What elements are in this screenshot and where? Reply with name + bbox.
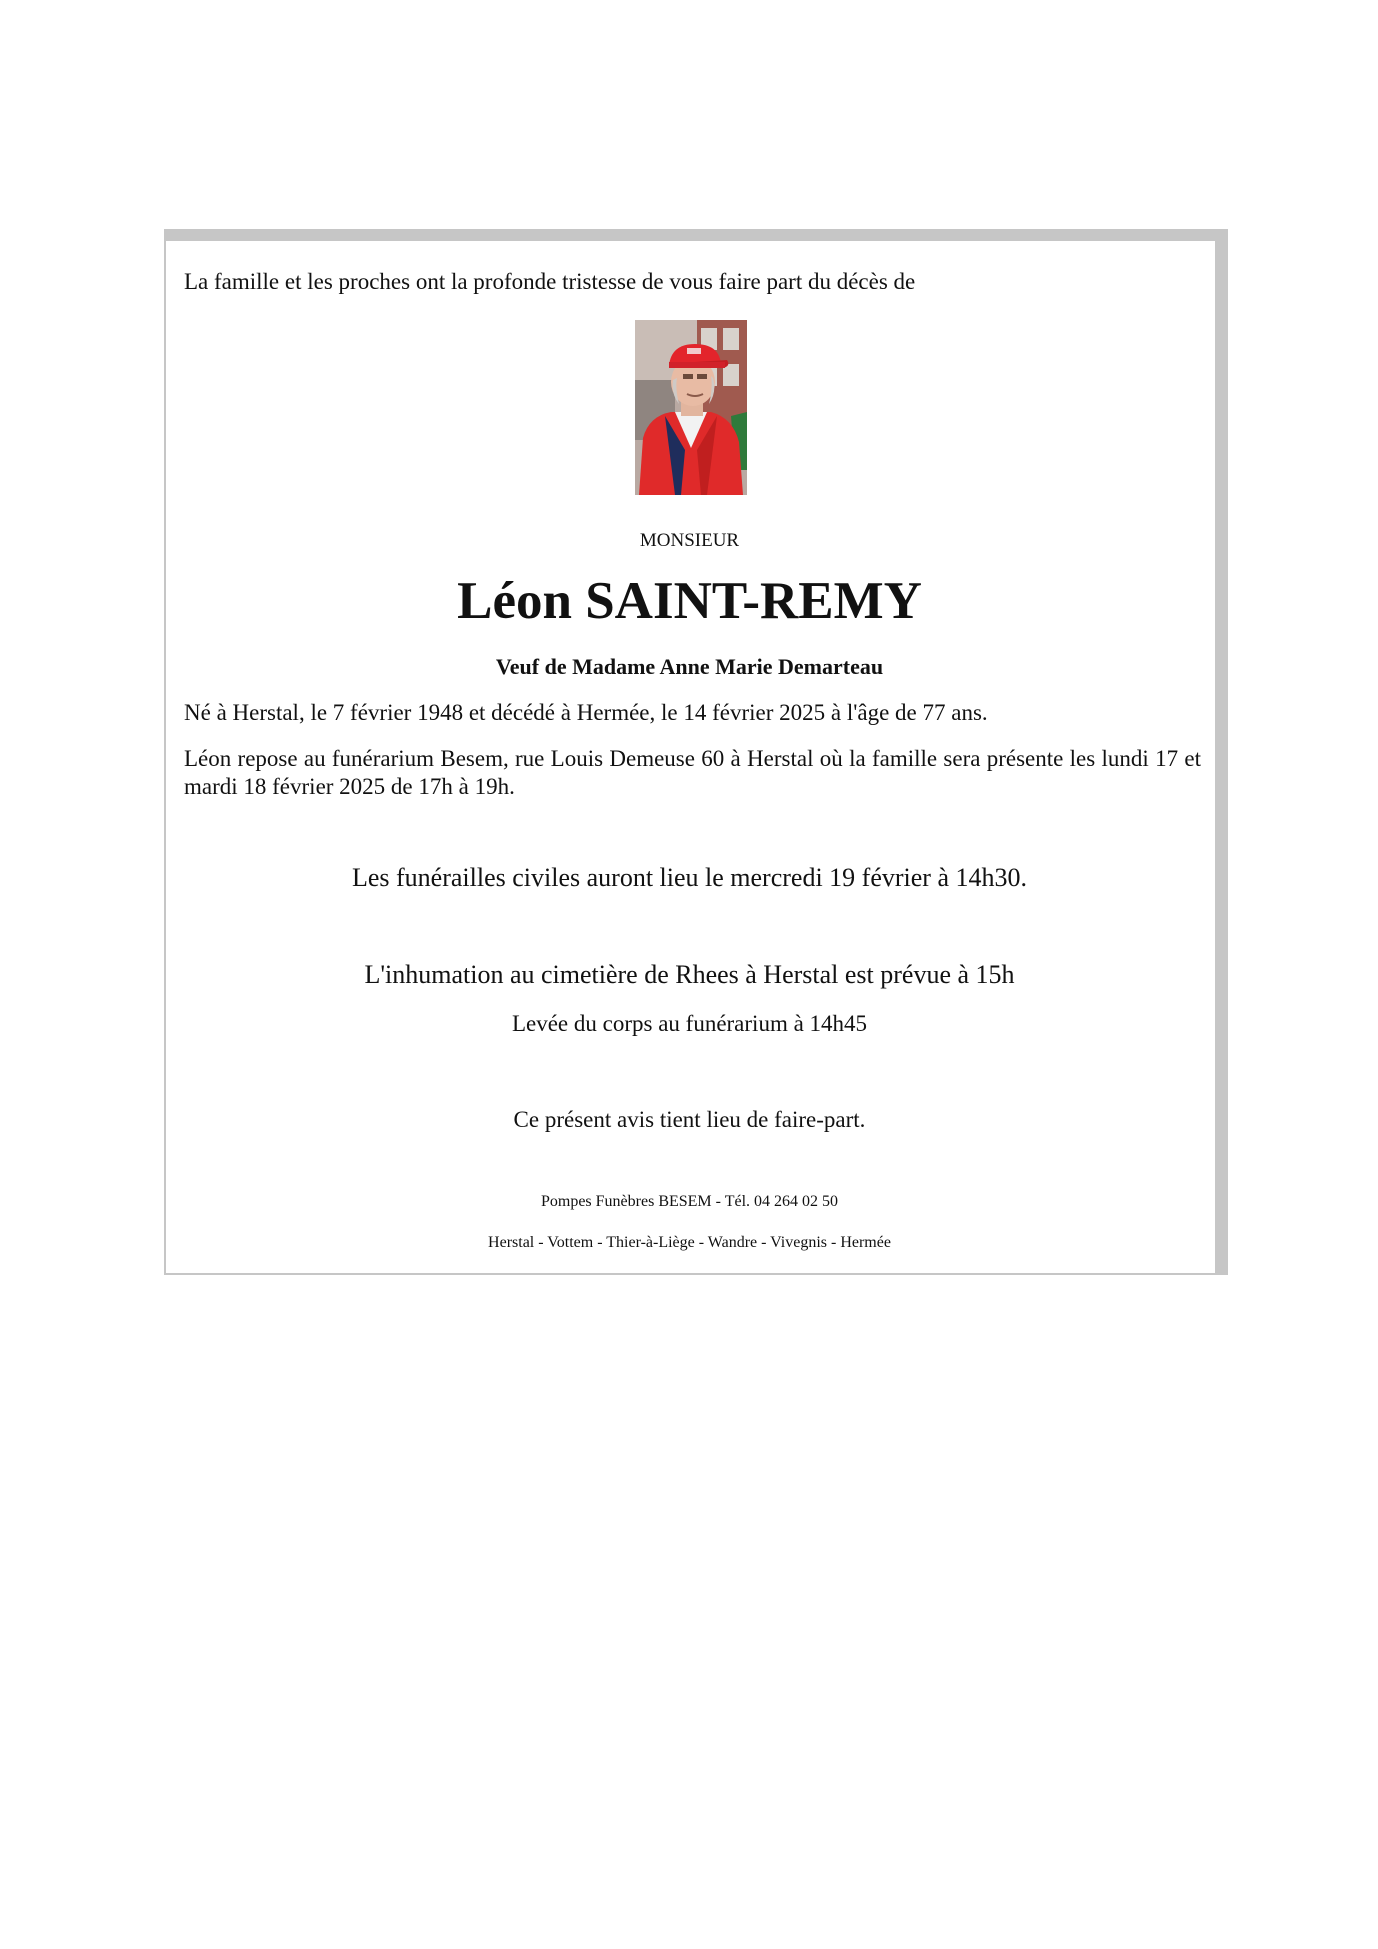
portrait-photo-icon	[635, 320, 747, 495]
spouse-line: Veuf de Madame Anne Marie Demarteau	[495, 654, 884, 679]
funeral-company: Pompes Funèbres BESEM - Tél. 04 264 02 50	[540, 1193, 839, 1210]
notice-line: Ce présent avis tient lieu de faire-part.	[513, 1107, 866, 1132]
burial-line: L'inhumation au cimetière de Rhees à Herstal est prévue à 15h	[364, 960, 1015, 989]
levee-line: Levée du corps au funérarium à 14h45	[511, 1011, 868, 1036]
service-towns: Herstal - Vottem - Thier-à-Liège - Wandre - Vivegnis - Hermée	[488, 1234, 891, 1251]
birth-death-line: Né à Herstal, le 7 février 1948 et décédé à Hermée, le 14 février 2025 à l'âge de 77 ans.	[184, 700, 988, 725]
obituary-frame	[164, 229, 1228, 1275]
deceased-name: Léon SAINT-REMY	[457, 572, 922, 630]
intro-text: La famille et les proches ont la profonde tristesse de vous faire part du décès de	[184, 269, 916, 294]
honorific: MONSIEUR	[639, 530, 740, 551]
funeral-line: Les funérailles civiles auront lieu le mercredi 19 février à 14h30.	[351, 863, 1027, 892]
repose-paragraph: Léon repose au funérarium Besem, rue Louis Demeuse 60 à Herstal où la famille sera présente les lundi 17 et mardi 18 février 2025 de 17h à 19h.	[184, 746, 1201, 799]
